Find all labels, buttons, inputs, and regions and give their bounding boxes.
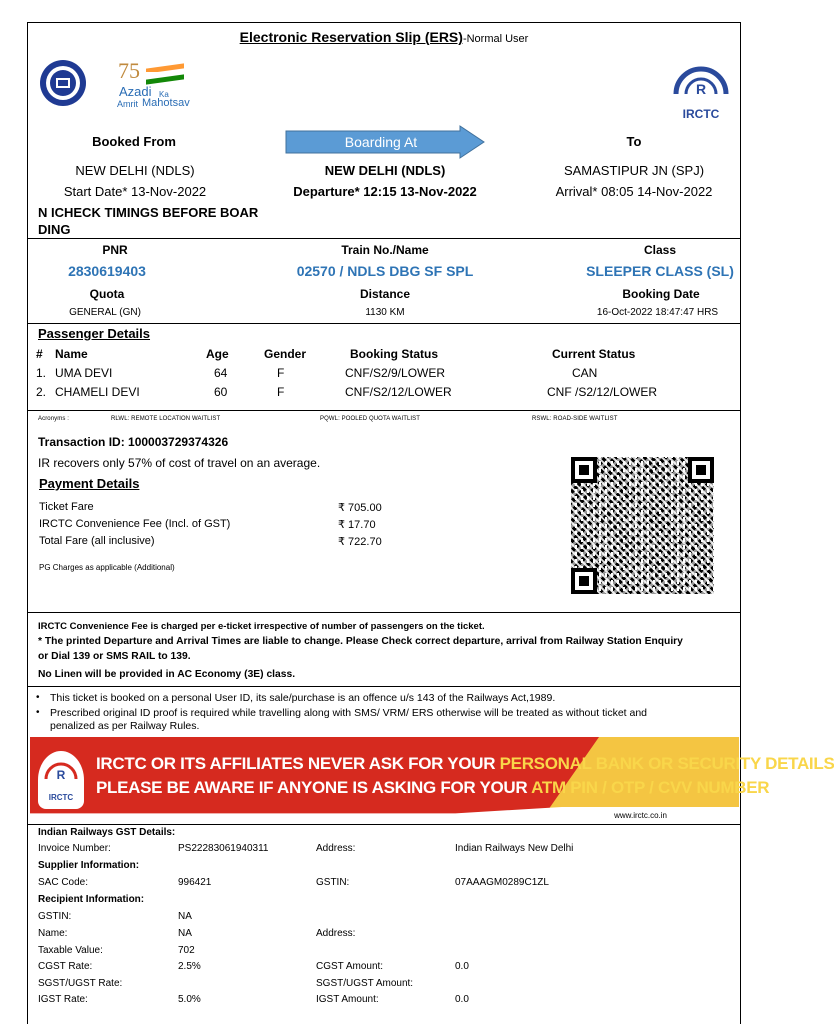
igst-amount: 0.0 (455, 994, 469, 1005)
id-proof-notice-cont: penalized as per Railway Rules. (50, 720, 200, 732)
banner-line1-highlight: PERSONAL BANK OR SECURITY DETAILS (499, 754, 834, 773)
boarding-at-arrow (286, 126, 486, 158)
passenger-booking-status: CNF/S2/9/LOWER (345, 366, 446, 380)
passenger-col-booking-status: Booking Status (350, 347, 439, 361)
banner-irctc-logo (38, 751, 84, 809)
recipient-address-label: Address: (316, 928, 356, 939)
fare-label: IRCTC Convenience Fee (Incl. of GST) (39, 518, 231, 530)
passenger-col-no: # (36, 347, 43, 361)
transaction-id: Transaction ID: 100003729374326 (38, 435, 229, 449)
distance-label: Distance (359, 287, 411, 301)
arrival-time: Arrival* 08:05 14-Nov-2022 (555, 184, 713, 199)
passenger-age: 60 (214, 385, 228, 399)
amrit-text: Amrit (117, 99, 138, 109)
ers-header (0, 29, 768, 47)
boarding-station: NEW DELHI (NDLS) (324, 163, 446, 178)
cgst-rate: 2.5% (178, 961, 201, 972)
bullet-dot: • (36, 707, 40, 718)
passenger-col-gender: Gender (264, 347, 307, 361)
banner-url: www.irctc.co.in (614, 811, 667, 820)
distance-value: 1130 KM (365, 307, 405, 318)
start-date: Start Date* 13-Nov-2022 (63, 184, 207, 199)
banner-line2-highlight: ATM PIN / OTP / CVV NUMBER (531, 778, 770, 797)
taxable-value-label: Taxable Value: (38, 945, 103, 956)
recovery-note: IR recovers only 57% of cost of travel on an average. (38, 456, 321, 470)
passenger-details-title: Passenger Details (38, 326, 151, 341)
indian-railways-logo (38, 58, 88, 108)
banner-line2-text: PLEASE BE AWARE IF ANYONE IS ASKING FOR YOUR (96, 778, 532, 797)
time-change-note-cont: or Dial 139 or SMS RAIL to 139. (38, 651, 191, 662)
passenger-col-current-status: Current Status (552, 347, 636, 361)
mahotsav-text: Mahotsav (142, 97, 190, 109)
cgst-amount: 0.0 (455, 961, 469, 972)
sgst-amount-label: SGST/UGST Amount: (316, 978, 414, 989)
fare-amount: ₹ 17.70 (338, 519, 376, 531)
page-title: Electronic Reservation Slip (ERS) (239, 29, 463, 45)
divider-journey (27, 238, 741, 239)
passenger-current-status: CNF /S2/12/LOWER (547, 385, 658, 399)
to-station: SAMASTIPUR JN (SPJ) (563, 163, 705, 178)
invoice-number: PS22283061940311 (178, 843, 269, 854)
pg-charges-note: PG Charges as applicable (Additional) (39, 563, 175, 572)
recipient-name: NA (178, 928, 192, 939)
page-subtitle: -Normal User (462, 33, 529, 45)
irctc-logo (668, 64, 734, 122)
recipient-gstin-label: GSTIN: (38, 911, 72, 922)
quota-label: Quota (89, 287, 125, 301)
to-label: To (626, 134, 642, 149)
linen-note: No Linen will be provided in AC Economy (3E) class. (38, 669, 296, 680)
divider-payment (27, 612, 741, 613)
divider-train (27, 323, 741, 324)
qr-finder (571, 457, 597, 483)
supplier-address: Indian Railways New Delhi (455, 843, 574, 854)
recipient-name-label: Name: (38, 928, 68, 939)
booking-date-value: 16-Oct-2022 18:47:47 HRS (596, 307, 719, 318)
supplier-gstin-label: GSTIN: (316, 877, 350, 888)
passenger-col-name: Name (55, 347, 88, 361)
booking-date-label: Booking Date (622, 287, 700, 301)
passenger-col-age: Age (206, 347, 229, 361)
cgst-rate-label: CGST Rate: (38, 961, 93, 972)
pnr-value: 2830619403 (68, 263, 146, 279)
passenger-age: 64 (214, 366, 228, 380)
qr-code (571, 457, 714, 594)
fare-amount: ₹ 705.00 (338, 502, 382, 514)
invoice-label: Invoice Number: (38, 843, 111, 854)
azadi-75: 75 (118, 58, 140, 83)
passenger-booking-status: CNF/S2/12/LOWER (345, 385, 452, 399)
booked-from-label: Booked From (92, 134, 176, 149)
igst-rate-label: IGST Rate: (38, 994, 88, 1005)
divider-banner (27, 824, 741, 825)
supplier-info-label: Supplier Information: (38, 860, 140, 871)
banner-logo-text: IRCTC (48, 793, 74, 802)
passenger-no: 2. (36, 385, 47, 399)
divider-notes (27, 686, 741, 687)
acronyms-label: Acronyms : (38, 416, 70, 422)
banner-line1-text: IRCTC OR ITS AFFILIATES NEVER ASK FOR YOUR (96, 754, 500, 773)
svg-text:R: R (695, 81, 707, 97)
pnr-label: PNR (102, 243, 128, 257)
train-label: Train No./Name (341, 243, 429, 257)
acronym-rswl: RSWL: ROAD-SIDE WAITLIST (532, 416, 618, 422)
azadi-text: Azadi (119, 84, 152, 99)
bullet-dot: • (36, 692, 40, 703)
cgst-amount-label: CGST Amount: (316, 961, 384, 972)
azadi-logo (112, 58, 207, 113)
departure-time: Departure* 12:15 13-Nov-2022 (293, 184, 477, 199)
taxable-value: 702 (178, 945, 195, 956)
svg-text:R: R (56, 768, 66, 782)
recipient-gstin: NA (178, 911, 192, 922)
acronym-rlwl: RLWL: REMOTE LOCATION WAITLIST (111, 416, 221, 422)
qr-finder (688, 457, 714, 483)
gst-title: Indian Railways GST Details: (38, 827, 176, 838)
supplier-address-label: Address: (316, 843, 356, 854)
passenger-gender: F (277, 366, 285, 380)
passenger-no: 1. (36, 366, 47, 380)
convenience-fee-note: IRCTC Convenience Fee is charged per e-ticket irrespective of number of passengers on the ticket. (38, 621, 485, 632)
sgst-rate-label: SGST/UGST Rate: (38, 978, 123, 989)
acronym-pqwl: PQWL: POOLED QUOTA WAITLIST (320, 416, 421, 422)
fare-label: Total Fare (all inclusive) (39, 535, 155, 547)
irctc-logo-text: IRCTC (682, 107, 720, 121)
passenger-current-status: CAN (572, 366, 598, 380)
id-proof-notice: Prescribed original ID proof is required while travelling along with SMS/ VRM/ ERS otherwise will be treated as without ticket and (50, 707, 648, 719)
security-banner (30, 737, 834, 823)
check-timings-notice: N ICHECK TIMINGS BEFORE BOAR (38, 205, 259, 220)
passenger-name: UMA DEVI (55, 366, 113, 380)
boarding-at-label: Boarding At (344, 134, 418, 150)
banner-warning-line1 (96, 754, 834, 774)
recipient-info-label: Recipient Information: (38, 894, 145, 905)
quota-value: GENERAL (GN) (69, 307, 141, 318)
class-value: SLEEPER CLASS (SL) (586, 263, 734, 279)
igst-amount-label: IGST Amount: (316, 994, 379, 1005)
passenger-name: CHAMELI DEVI (55, 385, 140, 399)
from-station: NEW DELHI (NDLS) (75, 163, 195, 178)
igst-rate: 5.0% (178, 994, 201, 1005)
class-label: Class (643, 243, 677, 257)
train-value: 02570 / NDLS DBG SF SPL (296, 263, 474, 279)
sac-code: 996421 (178, 877, 212, 888)
personal-id-notice: This ticket is booked on a personal User ID, its sale/purchase is an offence u/s 143 of the Railways Act,1989. (50, 692, 556, 704)
check-timings-notice-cont: DING (38, 222, 71, 237)
passenger-gender: F (277, 385, 285, 399)
banner-warning-line2 (96, 778, 769, 798)
supplier-gstin: 07AAAGM0289C1ZL (455, 877, 549, 888)
azadi-ka: Ka (159, 90, 169, 99)
sac-code-label: SAC Code: (38, 877, 89, 888)
payment-details-title: Payment Details (39, 476, 140, 491)
fare-amount: ₹ 722.70 (338, 536, 382, 548)
qr-finder (571, 568, 597, 594)
fare-label: Ticket Fare (39, 501, 94, 513)
time-change-note: * The printed Departure and Arrival Times are liable to change. Please Check correct departure, arrival from Railway Station Enquiry (38, 636, 683, 647)
divider-passengers (27, 410, 741, 411)
